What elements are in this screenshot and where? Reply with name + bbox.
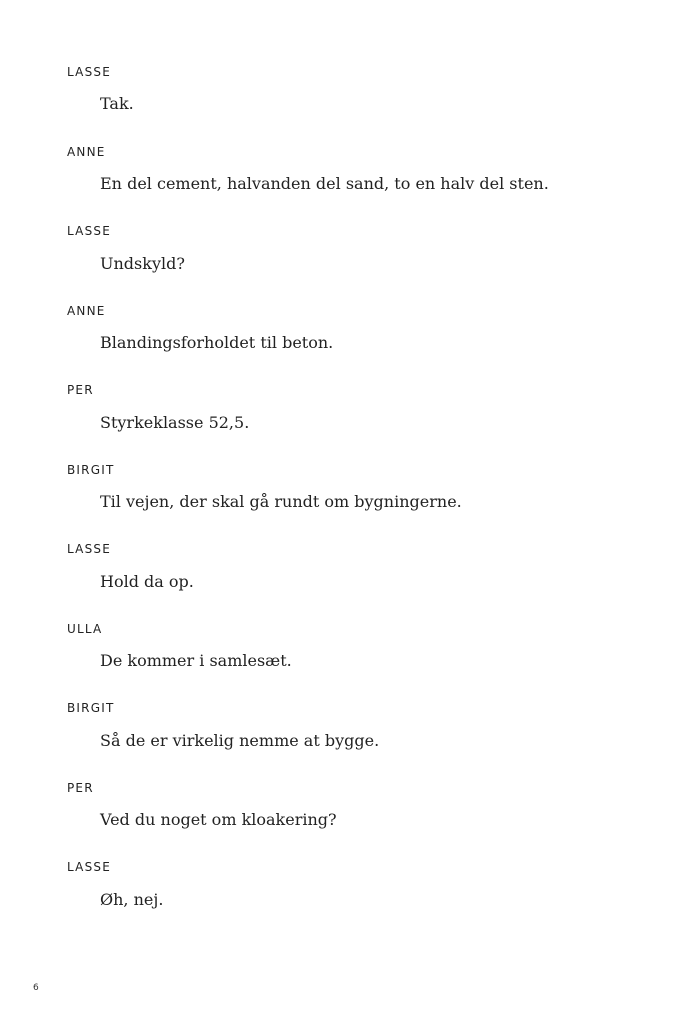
speaker-name: PER: [67, 383, 94, 397]
speaker-name: ANNE: [67, 304, 106, 318]
dialogue-line: Hold da op.: [100, 572, 194, 591]
dialogue-line: Tak.: [100, 94, 134, 113]
dialogue-line: Øh, nej.: [100, 890, 164, 909]
dialogue-line: Ved du noget om kloakering?: [100, 810, 337, 829]
speaker-name: BIRGIT: [67, 701, 115, 715]
speaker-name: LASSE: [67, 65, 111, 79]
speaker-name: ANNE: [67, 145, 106, 159]
speaker-name: PER: [67, 781, 94, 795]
speaker-name: LASSE: [67, 224, 111, 238]
dialogue-line: Styrkeklasse 52,5.: [100, 413, 250, 432]
speaker-name: LASSE: [67, 860, 111, 874]
dialogue-line: Blandingsforholdet til beton.: [100, 333, 334, 352]
speaker-name: ULLA: [67, 622, 103, 636]
dialogue-line: En del cement, halvanden del sand, to en halv del sten.: [100, 174, 549, 193]
speaker-name: LASSE: [67, 542, 111, 556]
page-number: 6: [33, 983, 39, 993]
speaker-name: BIRGIT: [67, 463, 115, 477]
dialogue-line: Undskyld?: [100, 254, 185, 273]
dialogue-line: De kommer i samlesæt.: [100, 651, 292, 670]
dialogue-line: Så de er virkelig nemme at bygge.: [100, 731, 380, 750]
dialogue-line: Til vejen, der skal gå rundt om bygningerne.: [100, 492, 462, 511]
